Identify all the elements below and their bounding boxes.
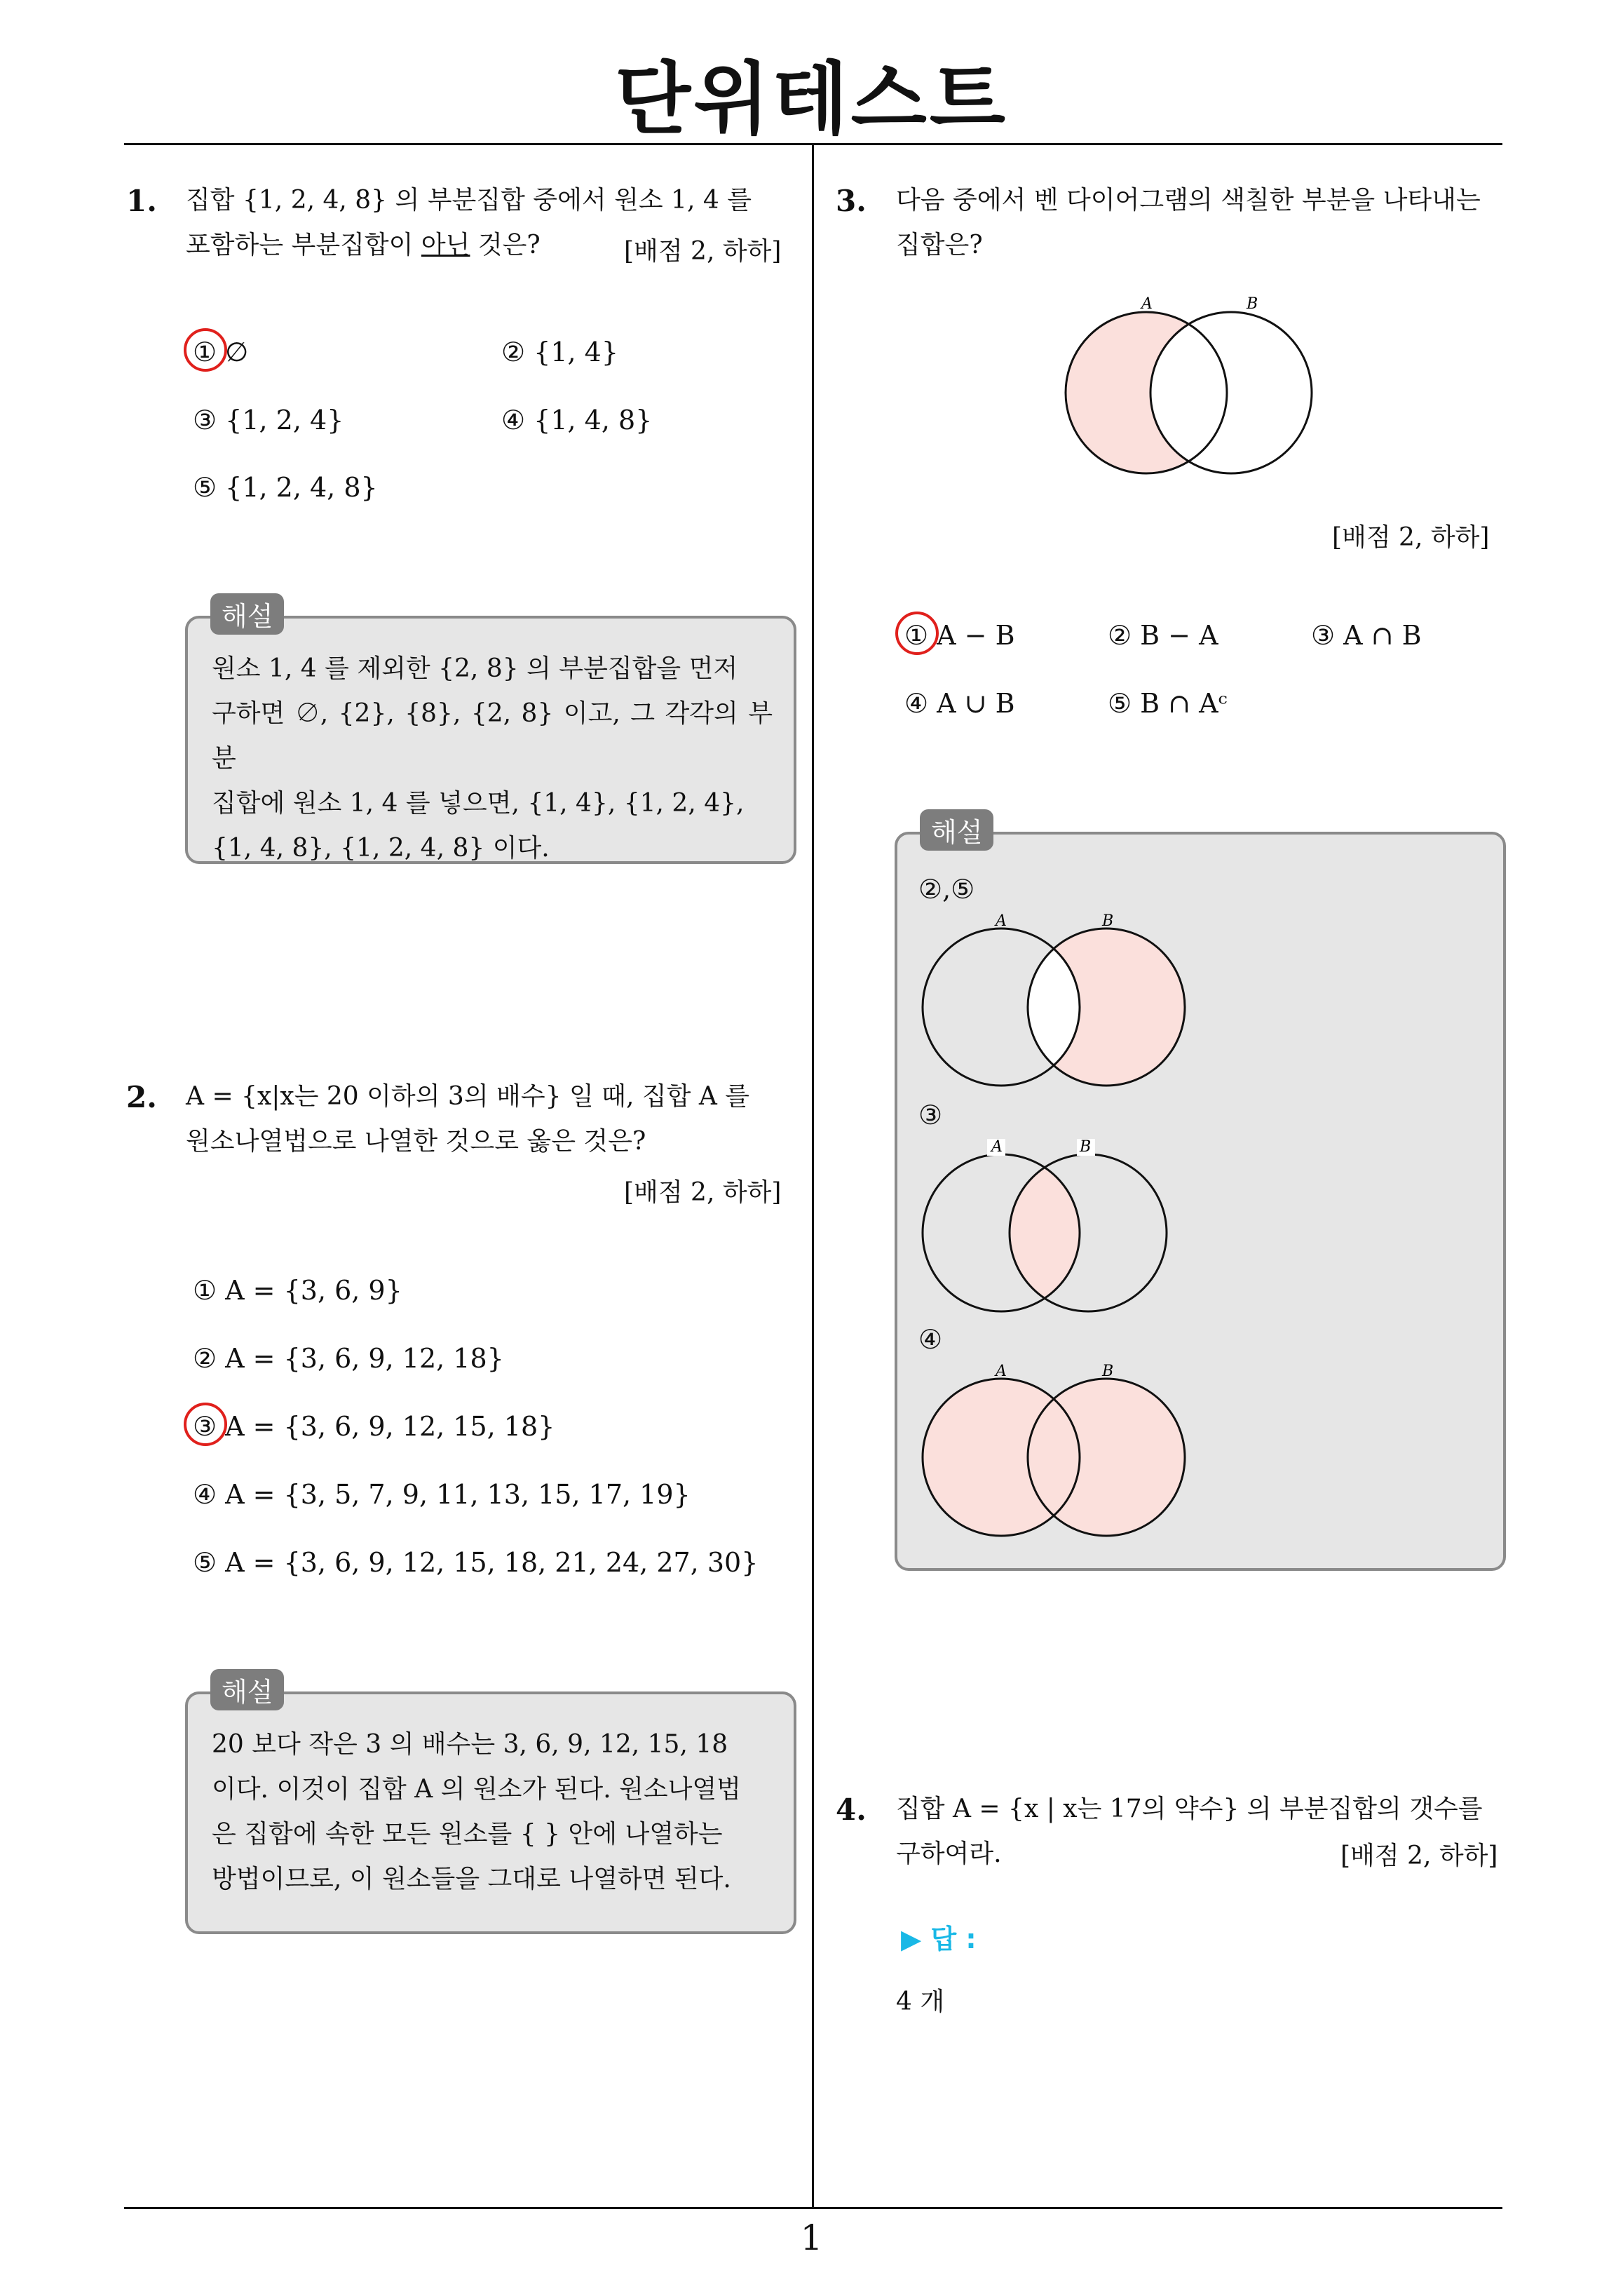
q1-number: 1. <box>126 184 157 218</box>
q2-choice-3[interactable]: ③ A = {3, 6, 9, 12, 15, 18} <box>193 1411 555 1442</box>
bottom-rule <box>124 2207 1502 2209</box>
q3-choice-3[interactable]: ③ A ∩ B <box>1311 620 1422 651</box>
q2-line2: 원소나열법으로 나열한 것으로 옳은 것은? <box>186 1127 646 1156</box>
q3-sol3-label-a: A <box>996 1363 1007 1380</box>
q1-solution-text: 원소 1, 4 를 제외한 {2, 8} 의 부분집합을 먼저 구하면 ∅, {2}, {8}, {2, 8} 이고, 그 각각의 부분 집합에 원소 1, 4 를 넣으면, {1, 4}, {1, 2, 4}, {1, 4, 8}, {1, 2, 4, 8} 이다. <box>212 654 773 863</box>
q3-venn-label-b: B <box>1247 295 1258 313</box>
q3-choice-1[interactable]: ① A − B <box>904 620 1015 651</box>
q3-answer-mark <box>895 612 939 655</box>
q4-answer-heading: ▶ 답 : <box>901 1924 977 1954</box>
page-number: 1 <box>800 2217 823 2258</box>
q2-solution-text: 20 보다 작은 3 의 배수는 3, 6, 9, 12, 15, 18 이다. 이것이 집합 A 의 원소가 된다. 원소나열법 은 집합에 속한 모든 원소를 { } 안에 나열하는 방법이므로, 이 원소들을 그대로 나열하면 된다. <box>212 1730 741 1893</box>
q3-sol1-label-b: B <box>1102 912 1114 930</box>
q3-score: [배점 2, 하하] <box>1332 523 1490 552</box>
q3-sol2-label-b: B <box>1080 1138 1092 1156</box>
q4-line1: 집합 A = {x | x는 17의 약수} 의 부분집합의 갯수를 <box>896 1795 1483 1823</box>
q3-venn-label-a: A <box>1141 295 1153 313</box>
q1-solution-box <box>185 616 796 864</box>
q3-sol-venn-1 <box>911 912 1192 1087</box>
q3-sol1-label-a: A <box>996 912 1007 930</box>
q2-number: 2. <box>126 1080 157 1114</box>
q1-choice-4[interactable]: ④ {1, 4, 8} <box>501 405 653 435</box>
q3-sol-venn-2 <box>911 1137 1192 1313</box>
column-divider <box>812 144 814 2207</box>
q2-solution-label: 해설 <box>210 1669 284 1710</box>
q3-choice-4[interactable]: ④ A ∪ B <box>904 688 1015 719</box>
q3-sol-venn-3 <box>911 1362 1192 1537</box>
q2-line1: A = {x|x는 20 이하의 3의 배수} 일 때, 집합 A 를 <box>186 1082 750 1111</box>
q1-choice-5[interactable]: ⑤ {1, 2, 4, 8} <box>193 472 378 503</box>
q3-sol-sub3: ④ <box>918 1324 943 1355</box>
q1-line1: 집합 {1, 2, 4, 8} 의 부분집합 중에서 원소 1, 4 를 <box>186 186 752 215</box>
q1-choice-2[interactable]: ② {1, 4} <box>501 337 619 367</box>
q2-choice-5[interactable]: ⑤ A = {3, 6, 9, 12, 15, 18, 21, 24, 27, 30} <box>193 1547 759 1578</box>
q2-choice-4[interactable]: ④ A = {3, 5, 7, 9, 11, 13, 15, 17, 19} <box>193 1479 691 1510</box>
q4-number: 4. <box>836 1792 867 1827</box>
q3-choice-2[interactable]: ② B − A <box>1108 620 1218 651</box>
page-title: 단위테스트 <box>615 54 1008 145</box>
q2-solution-box <box>185 1691 796 1934</box>
q1-choice-3[interactable]: ③ {1, 2, 4} <box>193 405 344 435</box>
q4-answer-value: 4 개 <box>896 1987 945 2016</box>
q1-solution-label: 해설 <box>210 593 284 635</box>
q3-solution-label: 해설 <box>920 809 993 851</box>
q3-number: 3. <box>836 184 867 218</box>
q3-sol3-label-b: B <box>1102 1363 1114 1380</box>
q3-solution-box <box>895 832 1506 1571</box>
q3-line1: 다음 중에서 벤 다이어그램의 색칠한 부분을 나타내는 <box>896 186 1481 215</box>
q3-sol2-label-a: A <box>991 1138 1003 1156</box>
q2-choice-2[interactable]: ② A = {3, 6, 9, 12, 18} <box>193 1343 504 1374</box>
q2-answer-mark <box>184 1403 227 1446</box>
q1-answer-mark <box>184 328 227 372</box>
q4-line2: 구하여라. <box>896 1839 1002 1868</box>
q1-line2: 포함하는 부분집합이 아닌 것은? <box>186 231 541 259</box>
q3-sol-sub2: ③ <box>918 1100 943 1130</box>
q3-choice-5[interactable]: ⑤ B ∩ Aᶜ <box>1108 688 1228 719</box>
q3-sol-sub1: ②,⑤ <box>918 874 975 905</box>
q3-line2: 집합은? <box>896 231 983 259</box>
q2-choice-1[interactable]: ① A = {3, 6, 9} <box>193 1275 402 1306</box>
q1-choice-1[interactable]: ① ∅ <box>193 337 249 367</box>
q4-score: [배점 2, 하하] <box>1340 1842 1498 1870</box>
q2-score: [배점 2, 하하] <box>624 1178 782 1207</box>
q3-venn-diagram <box>1059 295 1353 484</box>
q1-score: [배점 2, 하하] <box>624 237 782 266</box>
